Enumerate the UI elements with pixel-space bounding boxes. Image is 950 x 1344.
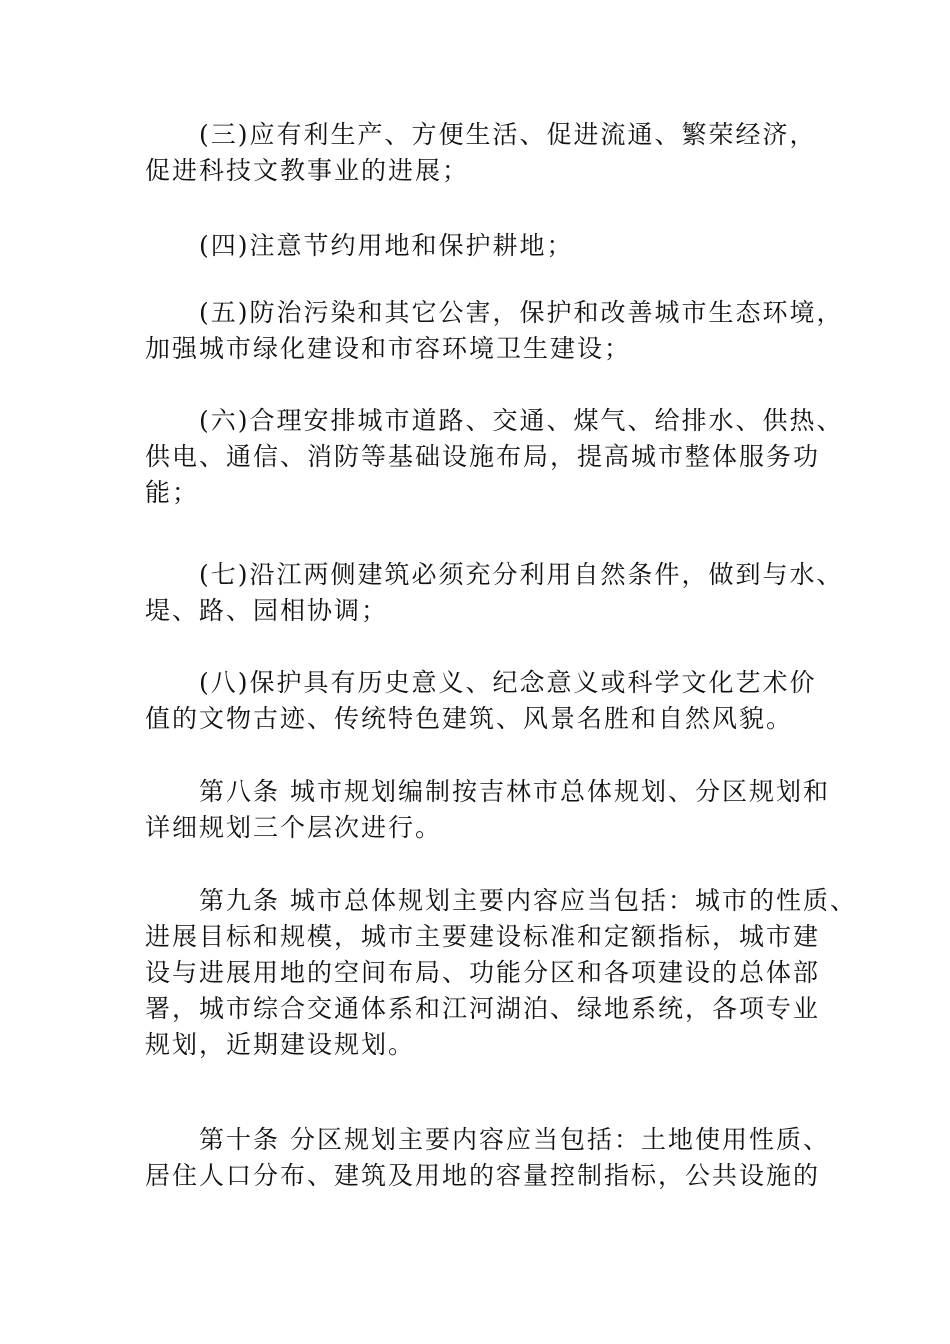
text-line: (四)注意节约用地和保护耕地； xyxy=(199,231,574,260)
text-line: 加强城市绿化建设和市容环境卫生建设； xyxy=(145,334,632,363)
article-8-paragraph xyxy=(145,774,830,846)
text-line: (八)保护具有历史意义、纪念意义或科学文化艺术价 xyxy=(199,668,817,697)
text-line: 第十条 分区规划主要内容应当包括：土地使用性质、 xyxy=(199,1125,830,1154)
text-line: 堤、路、园相协调； xyxy=(145,596,389,625)
text-line: (七)沿江两侧建筑必须充分利用自然条件，做到与水、 xyxy=(199,560,844,589)
text-line: 设与进展用地的空间布局、功能分区和各项建设的总体部 xyxy=(145,958,821,987)
text-line: (三)应有利生产、方便生活、促进流通、繁荣经济， xyxy=(199,120,817,149)
paragraph-item-7 xyxy=(145,557,844,629)
paragraph-item-8 xyxy=(145,665,825,737)
paragraph-item-6 xyxy=(145,403,844,511)
text-line: 第八条 城市规划编制按吉林市总体规划、分区规划和 xyxy=(199,777,830,806)
paragraph-item-5 xyxy=(145,295,844,367)
text-line: (六)合理安排城市道路、交通、煤气、给排水、供热、 xyxy=(199,406,844,435)
text-line: 详细规划三个层次进行。 xyxy=(145,813,443,842)
text-line: 能； xyxy=(145,478,200,507)
text-line: 供电、通信、消防等基础设施布局，提高城市整体服务功 xyxy=(145,442,821,471)
text-line: 值的文物古迹、传统特色建筑、风景名胜和自然风貌。 xyxy=(145,704,794,733)
text-line: 促进科技文教事业的进展； xyxy=(145,156,470,185)
text-line: 第九条 城市总体规划主要内容应当包括：城市的性质、 xyxy=(199,886,857,915)
text-line: 署，城市综合交通体系和江河湖泊、绿地系统，各项专业 xyxy=(145,994,821,1023)
article-10-paragraph xyxy=(145,1122,830,1194)
paragraph-item-4 xyxy=(145,228,825,264)
text-line: (五)防治污染和其它公害，保护和改善城市生态环境， xyxy=(199,298,844,327)
text-line: 居住人口分布、建筑及用地的容量控制指标，公共设施的 xyxy=(145,1161,821,1190)
paragraph-item-3 xyxy=(145,117,825,189)
text-line: 进展目标和规模，城市主要建设标准和定额指标，城市建 xyxy=(145,922,821,951)
article-9-paragraph xyxy=(145,883,857,1063)
text-line: 规划，近期建设规划。 xyxy=(145,1030,416,1059)
